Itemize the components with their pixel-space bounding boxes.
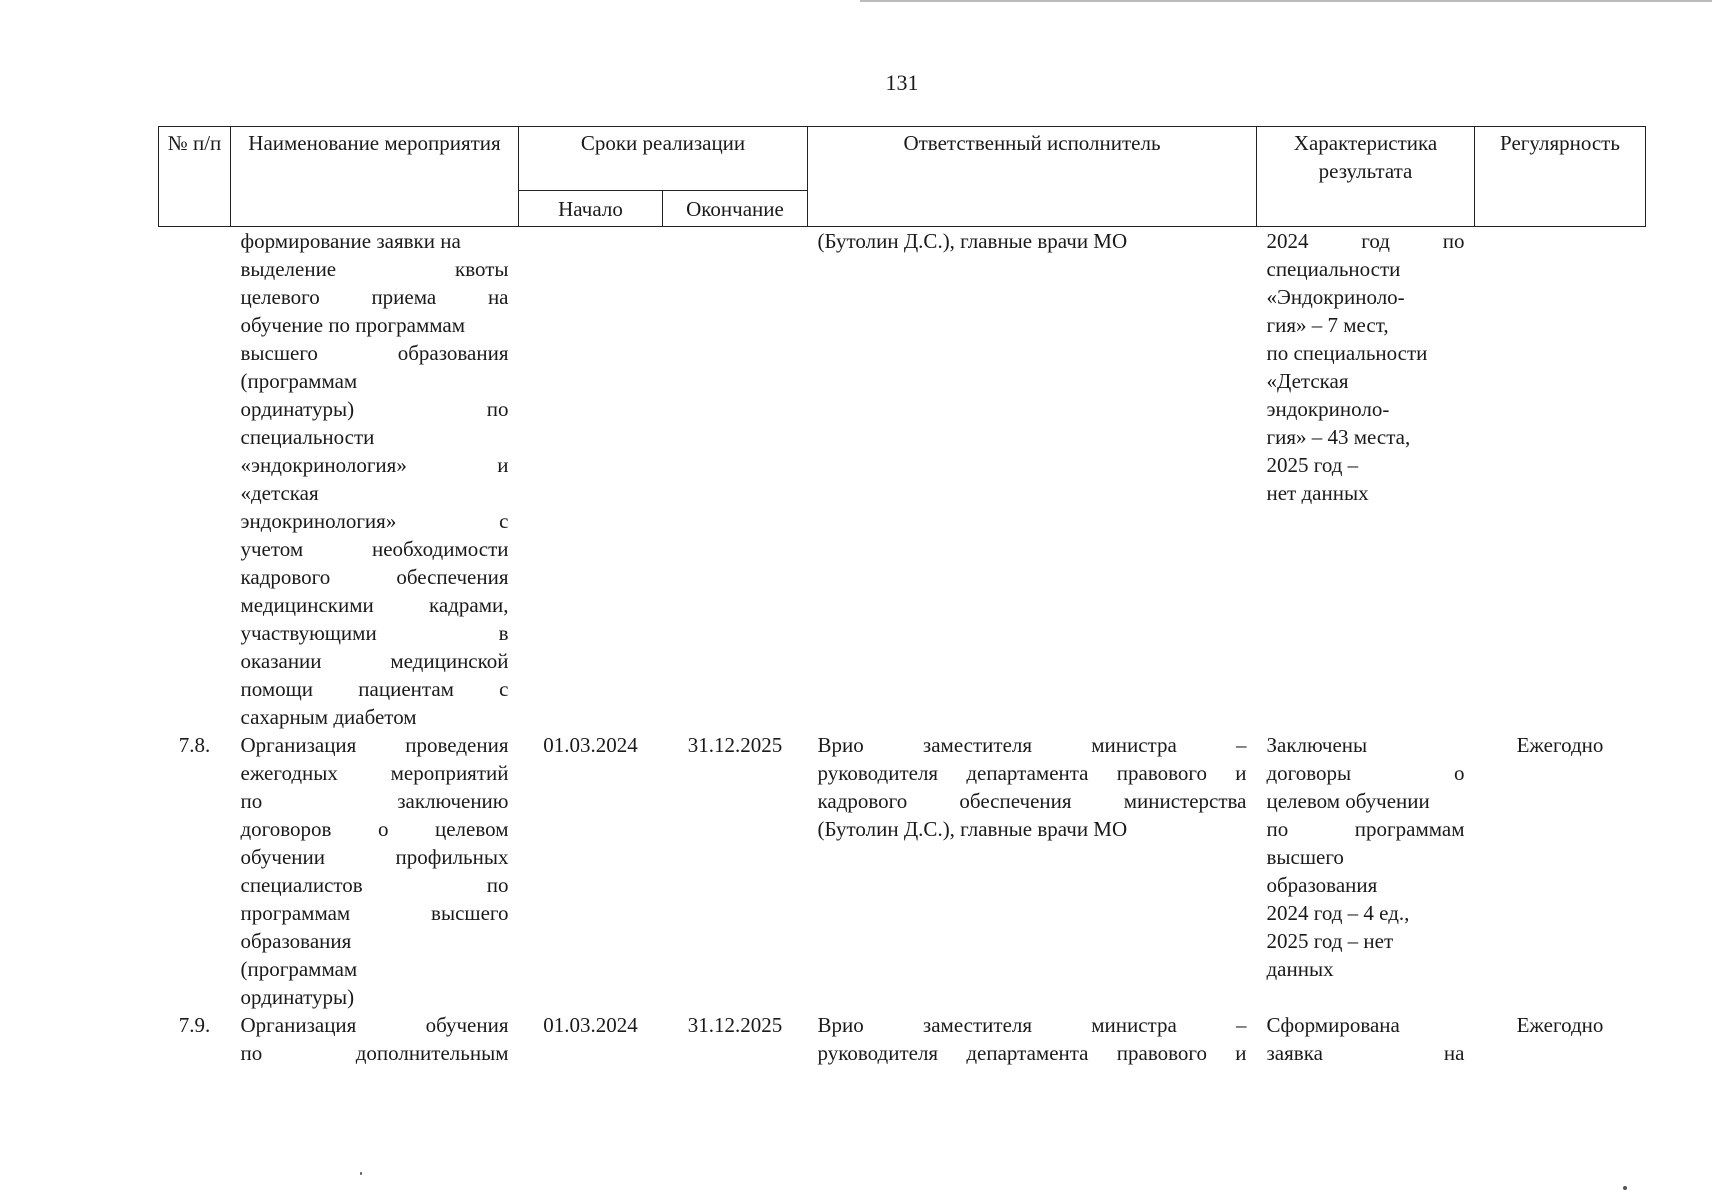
header-end: Окончание — [663, 191, 808, 227]
row-num: 7.8. — [178, 733, 211, 757]
row-start — [519, 227, 663, 732]
row-start: 01.03.2024 — [543, 733, 638, 757]
header-executor: Ответственный исполнитель — [808, 127, 1257, 227]
table-row — [159, 1011, 1646, 1067]
table-row — [159, 731, 1646, 1011]
activities-table — [158, 126, 1646, 1067]
header-terms: Сроки реализации — [519, 127, 808, 191]
header-regularity: Регулярность — [1475, 127, 1646, 227]
row-num — [159, 227, 231, 732]
row-num: 7.9. — [178, 1013, 211, 1037]
scan-top-edge — [860, 0, 1712, 2]
header-name: Наименование мероприятия — [231, 127, 519, 227]
scan-speck — [360, 1172, 362, 1175]
row-name: Организация обучения по дополнительным — [240, 1013, 509, 1065]
row-result: 2024 год по специальности «Эндокриноло- гия» – 7 мест, по специальности «Детская эндокриноло- гия» – 43 места, 2025 год – нет данных — [1266, 229, 1465, 505]
row-executor: (Бутолин Д.С.), главные врачи МО — [817, 229, 1128, 253]
row-end — [663, 227, 808, 732]
row-executor: Врио заместителя министра – руководителя департамента правового и кадрового обеспечения министерства (Бутолин Д.С.), главные врачи МО — [817, 733, 1247, 841]
row-name: Организация проведения ежегодных мероприятий по заключению договоров о целевом обучении профильных специалистов по программам высшего образования (программам ординатуры) — [240, 733, 509, 1009]
header-num: № п/п — [159, 127, 231, 227]
table-row — [159, 227, 1646, 732]
row-executor: Врио заместителя министра – руководителя департамента правового и — [817, 1013, 1247, 1065]
row-regularity — [1475, 227, 1646, 732]
table-header — [159, 127, 1646, 227]
page-number: 131 — [885, 70, 919, 95]
row-regularity: Ежегодно — [1516, 733, 1604, 757]
row-end: 31.12.2025 — [687, 1013, 783, 1037]
header-start: Начало — [519, 191, 663, 227]
scan-speck — [1623, 1186, 1627, 1190]
row-result: Заключены договоры о целевом обучении по программам высшего образования 2024 год – 4 ед., 2025 год – нет данных — [1266, 733, 1465, 981]
row-end: 31.12.2025 — [687, 733, 783, 757]
row-name: формирование заявки на выделение квоты целевого приема на обучение по программам высшего образования (программам ординатуры) по специальности «эндокринология» и «детская эндокринология» с учетом необходимости кадрового обеспечения медицинскими кадрами, участвующими в оказании медицинской помощи пациентам с сахарным диабетом — [240, 229, 509, 729]
row-result: Сформирована заявка на — [1266, 1013, 1465, 1065]
row-regularity: Ежегодно — [1516, 1013, 1604, 1037]
header-result: Характеристика результата — [1257, 127, 1475, 227]
row-start: 01.03.2024 — [543, 1013, 638, 1037]
